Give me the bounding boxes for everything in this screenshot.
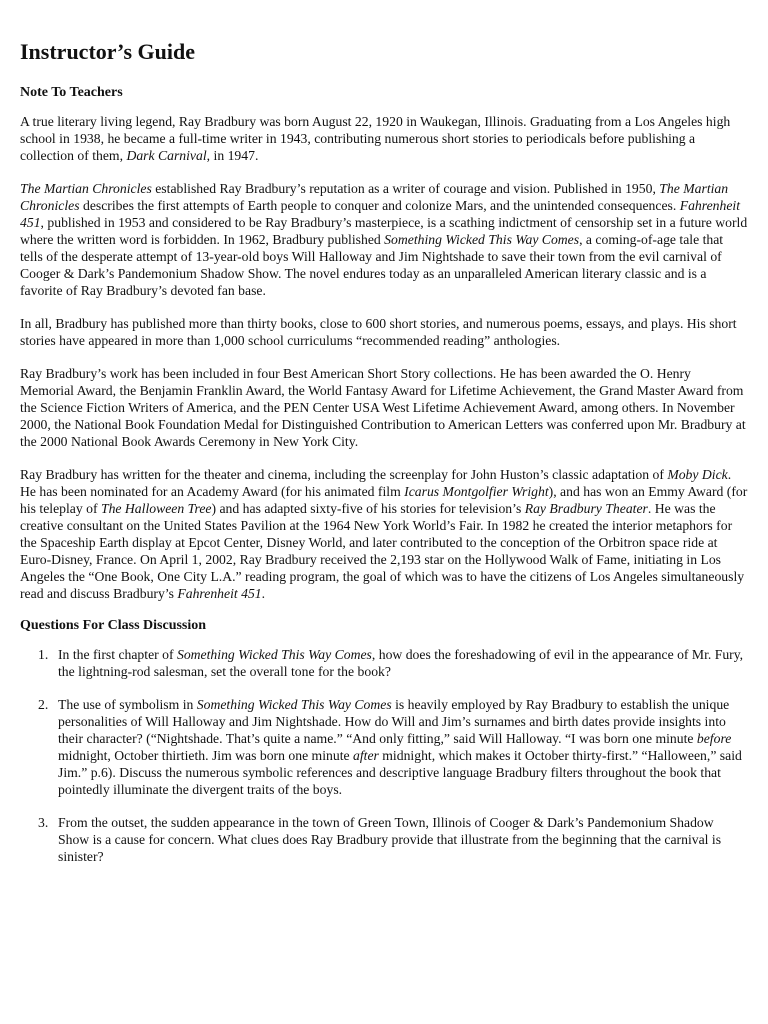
list-item — [20, 696, 748, 798]
list-item-number: 3. — [38, 815, 49, 830]
section-heading-note-to-teachers: Note To Teachers — [20, 85, 123, 100]
italic-title: Fahrenheit 451 — [177, 586, 262, 601]
italic-title: The Martian Chronicles — [20, 181, 152, 196]
list-item-number: 1. — [38, 647, 49, 662]
italic-title: Moby Dick — [667, 467, 728, 482]
page-title: Instructor’s Guide — [20, 39, 195, 64]
italic-title: Ray Bradbury Theater — [524, 501, 648, 516]
italic-title: before — [696, 731, 732, 746]
list-item-text: In the first chapter of Something Wicked This Way Comes, how does the foreshadowing of evil in the appearance of Mr. Fury, the lightning-rod salesman, set the overall tone for the book? — [58, 647, 744, 679]
document-page — [20, 38, 748, 881]
paragraph: Ray Bradbury has written for the theater and cinema, including the screenplay for John Huston’s classic adaptation of Moby Dick. He has been nominated for an Academy Award (for his animated film Icarus Montgolfier Wright), and has won an Emmy Award (for his teleplay of The Halloween Tree) and has adapted sixty-five of his stories for television’s Ray Bradbury Theater. He was the creative consultant on the United States Pavilion at the 1964 New York World’s Fair. In 1982 he created the interior metaphors for the Spaceship Earth display at Epcot Center, Disney World, and later contributed to the conception of the Orbitron space ride at Euro-Disney, France. On April 1, 2002, Ray Bradbury received the 2,193 star on the Hollywood Walk of Fame, initiating in Los Angeles the “One Book, One City L.A.” reading program, the goal of which was to have the citizens of Los Angeles simultaneously read and discuss Bradbury’s Fahrenheit 451. — [20, 467, 748, 601]
list-item-text: From the outset, the sudden appearance in the town of Green Town, Illinois of Cooger & Dark’s Pandemonium Shadow Show is a cause for concern. What clues does Ray Bradbury provide that illustrate from the beginning that the carnival is sinister? — [58, 815, 722, 864]
paragraph: In all, Bradbury has published more than thirty books, close to 600 short stories, and numerous poems, essays, and plays. His short stories have appeared in more than 1,000 school curriculums “recommended reading” anthologies. — [20, 316, 737, 348]
italic-title: Fahrenheit 451 — [20, 198, 741, 230]
list-item — [20, 814, 748, 865]
italic-title: Something Wicked This Way Comes — [176, 647, 372, 662]
italic-title: Dark Carnival — [126, 148, 207, 163]
italic-title: after — [353, 748, 379, 763]
list-item-number: 2. — [38, 697, 49, 712]
list-item-text: The use of symbolism in Something Wicked This Way Comes is heavily employed by Ray Bradbury to establish the unique personalities of Will Halloway and Jim Nightshade. How do Will and Jim’s surnames and birth dates provide insights into their character? (“Nightshade. That’s quite a name.” “And only fitting,” said Will Halloway. “I was born one minute before midnight, October thirtieth. Jim was born one minute after midnight, which makes it October thirty-first.” “Halloween,” said Jim.” p.6). Discuss the numerous symbolic references and descriptive language Bradbury filters throughout the book that pointedly illuminate the divergent traits of the boys. — [58, 697, 742, 797]
section-heading-questions: Questions For Class Discussion — [20, 618, 207, 633]
italic-title: The Halloween Tree — [100, 501, 212, 516]
italic-title: Something Wicked This Way Comes — [384, 232, 580, 247]
list-item — [20, 646, 748, 680]
paragraph: A true literary living legend, Ray Bradbury was born August 22, 1920 in Waukegan, Illinois. Graduating from a Los Angeles high school in 1938, he became a full-time writer in 1943, contributing numerous short stories to periodicals before publishing a collection of them, Dark Carnival, in 1947. — [20, 114, 731, 163]
italic-title: Icarus Montgolfier Wright — [404, 484, 549, 499]
paragraph: The Martian Chronicles established Ray Bradbury’s reputation as a writer of courage and vision. Published in 1950, The Martian Chronicles describes the first attempts of Earth people to conquer and colonize Mars, and the unintended consequences. Fahrenheit 451, published in 1953 and considered to be Ray Bradbury’s masterpiece, is a scathing indictment of censorship set in a future world where the written word is forbidden. In 1962, Bradbury published Something Wicked This Way Comes, a coming-of-age tale that tells of the desperate attempt of 13-year-old boys Will Halloway and Jim Nightshade to save their town from the evil carnival of Cooger & Dark’s Pandemonium Shadow Show. The novel endures today as an unparalleled American literary classic and is a favorite of Ray Bradbury’s devoted fan base. — [20, 181, 748, 298]
italic-title: Something Wicked This Way Comes — [196, 697, 392, 712]
questions-list — [20, 646, 748, 865]
italic-title: The Martian Chronicles — [20, 181, 729, 213]
paragraph: Ray Bradbury’s work has been included in four Best American Short Story collections. He has been awarded the O. Henry Memorial Award, the Benjamin Franklin Award, the World Fantasy Award for Lifetime Achievement, the Grand Master Award from the Science Fiction Writers of America, and the PEN Center USA West Lifetime Achievement Award, among others. In November 2000, the National Book Foundation Medal for Distinguished Contribution to American Letters was conferred upon Mr. Bradbury at the 2000 National Book Awards Ceremony in New York City. — [20, 366, 746, 449]
